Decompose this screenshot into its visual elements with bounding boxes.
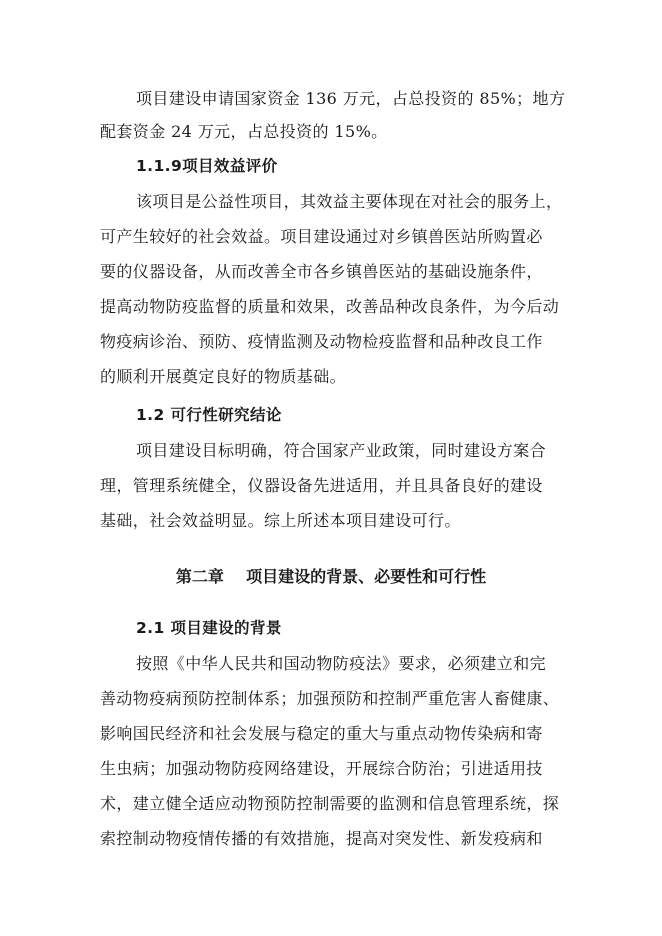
section-heading-1-2: 1.2 可行性研究结论 <box>136 406 282 424</box>
chapter-2-title: 第二章 项目建设的背景、必要性和可行性 <box>175 567 487 586</box>
benefit-paragraph-line-4: 提高动物防疫监督的质量和效果，改善品种改良条件，为今后动 <box>100 297 560 316</box>
benefit-paragraph-line-2: 可产生较好的社会效益。项目建设通过对乡镇兽医站所购置必 <box>100 227 543 246</box>
benefit-paragraph-line-5: 物疫病诊治、预防、疫情监测及动物检疫监督和品种改良工作 <box>100 332 543 351</box>
background-paragraph-line-5: 术，建立健全适应动物预防控制需要的监测和信息管理系统，探 <box>100 794 560 813</box>
background-paragraph-line-4: 生虫病；加强动物防疫网络建设，开展综合防治；引进适用技 <box>100 759 543 778</box>
conclusion-paragraph-line-3: 基础，社会效益明显。综上所述本项目建设可行。 <box>100 511 461 530</box>
section-heading-1-1-9: 1.1.9项目效益评价 <box>136 157 278 175</box>
funding-paragraph-line-2: 配套资金 24 万元，占总投资的 15%。 <box>100 122 388 141</box>
funding-paragraph-line-1: 项目建设申请国家资金 136 万元，占总投资的 85%；地方 <box>136 89 566 108</box>
background-paragraph-line-1: 按照《中华人民共和国动物防疫法》要求，必须建立和完 <box>136 654 547 673</box>
section-heading-2-1: 2.1 项目建设的背景 <box>136 619 282 637</box>
conclusion-paragraph-line-1: 项目建设目标明确，符合国家产业政策，同时建设方案合 <box>136 441 547 460</box>
benefit-paragraph-line-6: 的顺利开展奠定良好的物质基础。 <box>100 367 347 386</box>
background-paragraph-line-2: 善动物疫病预防控制体系；加强预防和控制严重危害人畜健康、 <box>100 689 560 708</box>
conclusion-paragraph-line-2: 理，管理系统健全，仪器设备先进适用，并且具备良好的建设 <box>100 476 543 495</box>
background-paragraph-line-3: 影响国民经济和社会发展与稳定的重大与重点动物传染病和寄 <box>100 724 543 743</box>
benefit-paragraph-line-1: 该项目是公益性项目，其效益主要体现在对社会的服务上， <box>136 192 563 211</box>
benefit-paragraph-line-3: 要的仪器设备，从而改善全市各乡镇兽医站的基础设施条件， <box>100 262 543 281</box>
background-paragraph-line-6: 索控制动物疫情传播的有效措施，提高对突发性、新发疫病和 <box>100 829 543 848</box>
